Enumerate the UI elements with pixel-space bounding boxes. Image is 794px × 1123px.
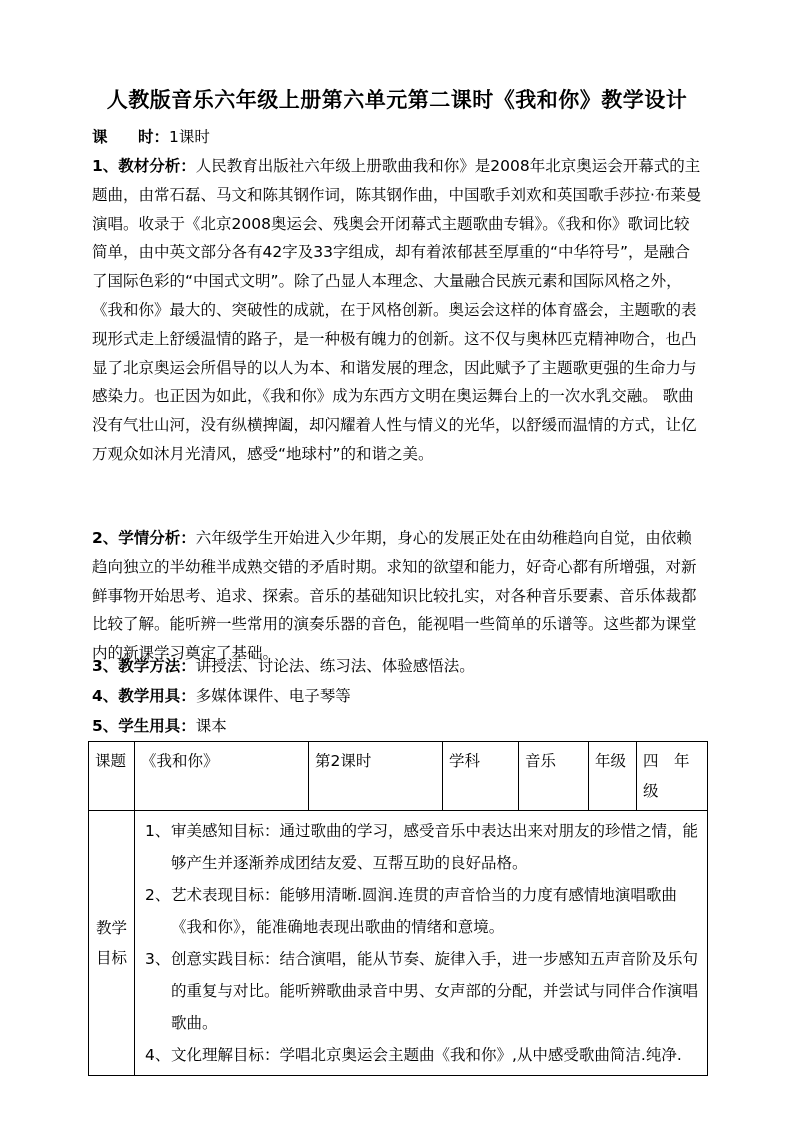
grade-label-cell: 年级 [589,742,637,811]
document-title: 人教版音乐六年级上册第六单元第二课时《我和你》教学设计 [106,87,688,112]
goal-number: 2、 [145,886,171,904]
section-teaching-tools [92,684,704,706]
section3-label: 3、教学方法： [92,657,196,675]
section-student-analysis [92,524,704,668]
goal-item [135,879,701,943]
goal-number: 4、 [145,1046,171,1064]
section-textbook-analysis [92,152,704,469]
period-cell: 第2课时 [309,742,443,811]
goals-label-cell [89,811,135,1076]
lesson-value: 1课时 [169,128,210,146]
goal-text: 文化理解目标：学唱北京奥运会主题曲《我和你》,从中感受歌曲简洁.纯净. [171,1046,682,1064]
section5-label: 5、学生用具： [92,717,196,735]
grade-value-line1: 四 年 [643,752,690,770]
topic-value-cell: 《我和你》 [135,742,309,811]
goal-item [135,815,701,879]
table-header-row [89,742,708,811]
section4-text: 多媒体课件、电子琴等 [195,687,351,705]
lesson-duration [92,125,704,147]
goal-text: 艺术表现目标：能够用清晰.圆润.连贯的声音恰当的力度有感情地演唱歌曲《我和你》，能准确地表现出歌曲的情绪和意境。 [171,886,677,936]
lesson-plan-table [88,741,708,1076]
table-goals-row [89,811,708,1076]
section-student-tools [92,714,704,736]
section1-label: 1、教材分析： [92,157,196,175]
goals-label-line2: 目标 [95,949,127,967]
section1-text: 人民教育出版社六年级上册歌曲我和你》是2008年北京奥运会开幕式的主题曲，由常石磊、马文和陈其钢作词，陈其钢作曲，中国歌手刘欢和英国歌手莎拉·布莱曼演唱。收录于《北京2008奥运会、残奥会开闭幕式主题歌曲专辑》。《我和你》歌词比较简单，由中英文部分各有42字及33字组成，却有着浓郁甚至厚重的“中华符号”，是融合了国际色彩的“中国式文明”。除了凸显人本理念、大量融合民族元素和国际风格之外，《我和你》最大的、突破性的成就，在于风格创新。奥运会这样的体育盛会，主题歌的表现形式走上舒缓温情的路子，是一种极有魄力的创新。这不仅与奥林匹克精神吻合，也凸显了北京奥运会所倡导的以人为本、和谐发展的理念，因此赋予了主题歌更强的生命力与感染力。也正因为如此，《我和你》成为东西方文明在奥运舞台上的一次水乳交融。 歌曲没有气壮山河，没有纵横捭阖，却闪耀着人性与情义的光华，以舒缓而温情的方式，让亿万观众如沐月光清风，感受“地球村”的和谐之美。 [92,157,702,463]
lesson-label-a: 课 [92,128,108,146]
section3-text: 讲授法、讨论法、练习法、体验感悟法。 [195,657,475,675]
goal-item [135,943,701,1039]
goal-number: 1、 [145,822,171,840]
grade-value-line2: 级 [643,782,659,800]
goal-item [135,1039,701,1071]
lesson-label-b: 时： [138,128,170,146]
goal-text: 审美感知目标：通过歌曲的学习，感受音乐中表达出来对朋友的珍惜之情，能够产生并逐渐养成团结友爱、互帮互助的良好品格。 [171,822,699,872]
section-teaching-methods [92,654,704,676]
goals-label-line1: 教学 [95,919,127,937]
goal-number: 3、 [145,950,171,968]
topic-label-cell: 课题 [89,742,135,811]
section2-text: 六年级学生开始进入少年期，身心的发展正处在由幼稚趋向自觉，由依赖趋向独立的半幼稚半成熟交错的矛盾时期。求知的欲望和能力，好奇心都有所增强，对新鲜事物开始思考、追求、探索。音乐的基础知识比较扎实，对各种音乐要素、音乐体裁都比较了解。能听辨一些常用的演奏乐器的音色，能视唱一些简单的乐谱等。这些都为课堂内的新课学习奠定了基础。 [92,529,697,663]
section2-label: 2、学情分析： [92,529,196,547]
grade-value-cell [637,742,708,811]
subject-value-cell: 音乐 [519,742,589,811]
section4-label: 4、教学用具： [92,687,196,705]
subject-label-cell: 学科 [443,742,519,811]
section5-text: 课本 [195,717,227,735]
goal-text: 创意实践目标：结合演唱，能从节奏、旋律入手，进一步感知五声音阶及乐句的重复与对比。能听辨歌曲录音中男、女声部的分配，并尝试与同伴合作演唱歌曲。 [171,950,699,1032]
goals-cell [135,811,708,1076]
